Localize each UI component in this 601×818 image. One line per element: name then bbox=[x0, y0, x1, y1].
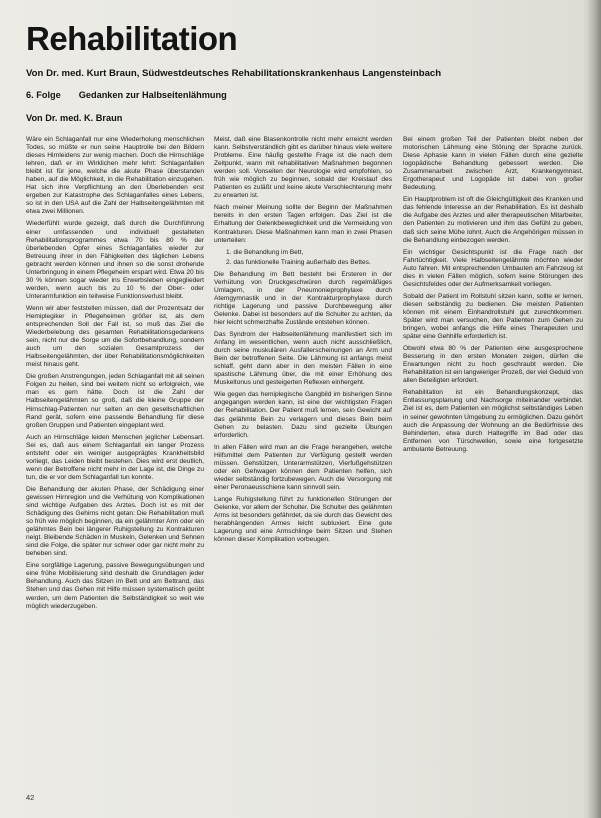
paragraph: Sobald der Patient im Rollstuhl sitzen kann, sollte er lernen, diesen selbständig zu bedienen. Die meisten Patienten können mit einem Einhandrollstuhl gut zurechtkommen. Später wird man versuchen, den Patienten zum Gehen zu bringen, wobei anfangs die Hilfe eines Therapeuten und später eine Gehhilfe erforderlich ist. bbox=[403, 292, 583, 341]
text-column-2 bbox=[214, 136, 392, 786]
paragraph: Das Syndrom der Halbseitenlähmung manifestiert sich im Anfang im wesentlichen, wenn auch nicht ausschließlich, durch seine muskulären Ausfallerscheinungen an Arm und Bein der betroffenen Seite. Die Lähmung ist anfangs meist schlaff, geht dann aber in den meisten Fällen in eine spastische Lähmung über, die mit einer Erhöhung des Muskeltonus und gesteigerten Reflexen einhergeht. bbox=[214, 331, 392, 387]
article-byline: Von Dr. med. Kurt Braun, Südwestdeutsches Rehabilitationskrankenhaus Langensteinbach bbox=[26, 68, 442, 79]
text-column-1 bbox=[26, 136, 204, 786]
paragraph: In allen Fällen wird man an die Frage herangehen, welche Hilfsmittel dem Patienten zur Verfügung gestellt werden müssen. Gehstützen, Unterarmstützen, Vierfußgehstützen oder ein Gehwagen können dem Patienten helfen, sich wieder selbständig fortzubewegen. Auch die Versorgung mit einer Peronaeusschiene kann sinnvoll sein. bbox=[214, 443, 392, 491]
text-column-3 bbox=[403, 136, 583, 786]
paragraph: Die großen Anstrengungen, jeden Schlaganfall mit all seinen Folgen zu heilen, sind bei weitem nicht so erfolgreich, wie man es gern hätte. Doch ist die Zahl der Halbseitengelähmten so groß, daß die kleine Gruppe der Hirnschlag-Patienten nur selten an den gesellschaftlichen Rand gerät, sofern eine passende Behandlung für diese großen Gruppen und Patienten eingeplant wird. bbox=[26, 373, 204, 429]
paragraph: Obwohl etwa 80 % der Patienten eine ausgesprochene Besserung in den ersten Monaten zeigen, dürfen die Erwartungen nicht zu hoch geschraubt werden. Die Rehabilitation ist ein langwieriger Prozeß, der viel Geduld von allen Beteiligten erfordert. bbox=[403, 345, 583, 385]
article-title: Rehabilitation bbox=[26, 20, 238, 57]
author-line: Von Dr. med. K. Braun bbox=[26, 113, 123, 123]
paragraph: Auch an Hirnschläge leiden Menschen jeglicher Lebensart. Sei es, daß aus einem Schlaganfall ein langer Prozess entsteht oder ein weniger ausgeprägtes Krankheitsbild vorliegt, das Leiden bleibt bestehen. Dies wird erst deutlich, wenn der Betroffene nicht mehr in der Lage ist, die Dinge zu tun, die er vor dem Schlaganfall tun konnte. bbox=[26, 433, 204, 481]
paragraph: Ein Hauptproblem ist oft die Gleichgültigkeit des Kranken und das fehlende Interesse an der Rehabilitation. Es ist deshalb die Aufgabe des Arztes und aller therapeutischen Mitarbeiter, den Patienten zu motivieren und ihm das Gefühl zu geben, daß sich seine Mühe lohnt. Auch die Angehörigen müssen in die Behandlung einbezogen werden. bbox=[403, 196, 583, 244]
paragraph: Lange Ruhigstellung führt zu funktionellen Störungen der Gelenke, vor allem der Schulter. Die Schulter des gelähmten Arms ist besonders gefährdet, da sie durch das Gewicht des herabhängenden Armes leicht subluxiert. Eine gute Lagerung und eine Armschlinge beim Sitzen und Stehen können dieser Komplikation vorbeugen. bbox=[214, 495, 392, 544]
paragraph: Wäre ein Schlaganfall nur eine Wiederholung menschlichen Todes, so müßte er nun seine Hauptrolle bei den Bildern dieses Hirnleidens zur wenig machen. Doch die Hirnschläge lehren, daß er im Wirklichen mehr lehrt: Schlaganfallen bleibt ist für jene, welche die akute Phase überstanden haben, auf die Möglichkeit, in die Rehabilitation einzugehen. Hat sich ihre Verpflichtung an den Überlebenden erst ergeben zur Katastrophe des Schlaganfalles eines Lebens, so ist in den USA auf die Zahl der Halbseitengelähmten mit etwa zwei Millionen. bbox=[26, 136, 204, 216]
paragraph: Wie gegen das hemiplegische Gangbild im bisherigen Sinne angegangen werden kann, ist eine der wichtigsten Fragen der Rehabilitation. Der Patient muß lernen, sein Gewicht auf das gelähmte Bein zu verlagern und dieses Bein beim Gehen zu belasten. Dazu sind gezielte Übungen erforderlich. bbox=[214, 391, 392, 439]
paragraph: Ein wichtiger Gesichtspunkt ist die Frage nach der Fahrtüchtigkeit. Viele Halbseitengelähmte möchten wieder Auto fahren. Mit entsprechenden Umbauten am Fahrzeug ist dies in vielen Fällen möglich, sofern keine Störungen des Gesichtsfeldes oder der Aufmerksamkeit vorliegen. bbox=[403, 248, 583, 288]
series-topic: Gedanken zur Halbseitenlähmung bbox=[78, 90, 227, 100]
paragraph: Die Behandlung der akuten Phase, der Schädigung einer gewissen Hirnregion und die Verhütung von Komplikationen sind wichtige Aufgaben des Arztes. Doch ist es mit der Schädigung des Gehirns nicht getan: Die Rehabilitation muß so früh wie möglich beginnen, da ein gelähmter Arm oder ein gelähmtes Bein bei längerer Ruhigstellung zu Kontrakturen neigt. Bleibende Schäden in Muskeln, Gelenken und Sehnen sind die Folge, die später nur schwer oder gar nicht mehr zu beheben sind. bbox=[26, 485, 204, 558]
paragraph: Eine sorgfältige Lagerung, passive Bewegungsübungen und eine frühe Mobilisierung sind deshalb die Grundlagen jeder Behandlung. Auch das Sitzen im Bett und am Bettrand, das Stehen und das Gehen mit Hilfe müssen systematisch geübt werden, um dem Patienten die Selbständigkeit so weit wie möglich wiederzugeben. bbox=[26, 562, 204, 610]
paragraph: Die Behandlung im Bett besteht bei Ersteren in der Verhütung von Druckgeschwüren durch regelmäßiges Umlagern, in der Pneumonieprophylaxe durch Atemgymnastik und in der Kontrakturprophylaxe durch richtige Lagerung und passive Durchbewegung aller Gelenke. Dabei ist besonders auf die Schulter zu achten, da hier leicht schmerzhafte Zustände entstehen können. bbox=[214, 270, 392, 326]
page-edge-shadow bbox=[587, 0, 601, 818]
series-number: 6. Folge bbox=[26, 90, 61, 100]
list-item: 2. das funktionelle Training außerhalb des Bettes. bbox=[226, 258, 371, 266]
series-line bbox=[26, 90, 227, 100]
paragraph: Nach meiner Meinung sollte der Beginn der Maßnahmen bereits in den ersten Tagen erfolgen. Das Ziel ist die Erhaltung der Gelenkbeweglichkeit und die Vermeidung von Kontrakturen. Diese Maßnahmen kann man in zwei Phasen unterteilen: bbox=[214, 204, 392, 244]
phase-list bbox=[214, 249, 392, 267]
paragraph: Wiederfühlt wurde gezeigt, daß durch die Durchführung einer umfassenden und individuell gestalteten Rehabilitationsprogrammes etwa 70 bis 80 % der überlebenden Opfer eines Schlaganfalles wieder zur Betreuung ihrer in den Fähigkeiten des täglichen Lebens gebracht werden können und ihnen so die sonst drohende Unterbringung in einem Pflegeheim erspart wird. Etwa 20 bis 30 % können sogar wieder ins Erwerbsleben eingegliedert werden, wenn auch bis zu 10 % der Ober- oder Unterarmfunktion ein teilweise Funktionsverlust bleibt. bbox=[26, 220, 204, 300]
paragraph: Bei einem großen Teil der Patienten bleibt neben der motorischen Lähmung eine Störung der Sprache zurück. Diese Aphasie kann in vielen Fällen durch eine gezielte logopädische Behandlung gebessert werden. Die Zusammenarbeit zwischen Arzt, Krankengymnast, Ergotherapeut und Logopäde ist dabei von großer Bedeutung. bbox=[403, 136, 583, 192]
paragraph: Rehabilitation ist ein Behandlungskonzept, das Entlassungsplanung und Nachsorge miteinander verbindet. Ziel ist es, dem Patienten ein möglichst selbständiges Leben in seiner gewohnten Umgebung zu ermöglichen. Dazu gehört auch die Anpassung der Wohnung an die Bedürfnisse des Behinderten, etwa durch Haltegriffe im Bad oder das Entfernen von Türschwellen, sowie eine fortgesetzte ambulante Betreuung. bbox=[403, 389, 583, 453]
list-item: 1. die Behandlung im Bett, bbox=[226, 248, 304, 256]
paragraph: Wenn wir aber feststellen müssen, daß der Prozentsatz der Hemiplegiker in Pflegeheimen größer ist, als dem entsprechenden Soll der Fall ist, so muß das Ziel die Wiederbelebung des gesamten Rehabilitationsgedankens sein, nicht nur die Sorge um die Sofortbehandlung, sondern auch um den sozialen Gesamtprozess der Halbseitengelähmten, der über Rehabilitationsmöglichkeiten meist hinaus geht. bbox=[26, 304, 204, 369]
page-number: 42 bbox=[26, 793, 35, 802]
paragraph: Meist, daß eine Blasenkontrolle nicht mehr erreicht werden kann. Selbstverständlich gibt es darüber hinaus viele weitere Probleme. Eine häufig gestellte Frage ist die nach dem Zeitpunkt, wann mit rehabilitativen Maßnahmen begonnen werden soll. Vonseiten der Neurologie wird empfohlen, so früh wie möglich zu beginnen, sobald der Kreislauf des Patienten es zuläßt und keine akute Verschlechterung mehr zu erwarten ist. bbox=[214, 136, 392, 200]
